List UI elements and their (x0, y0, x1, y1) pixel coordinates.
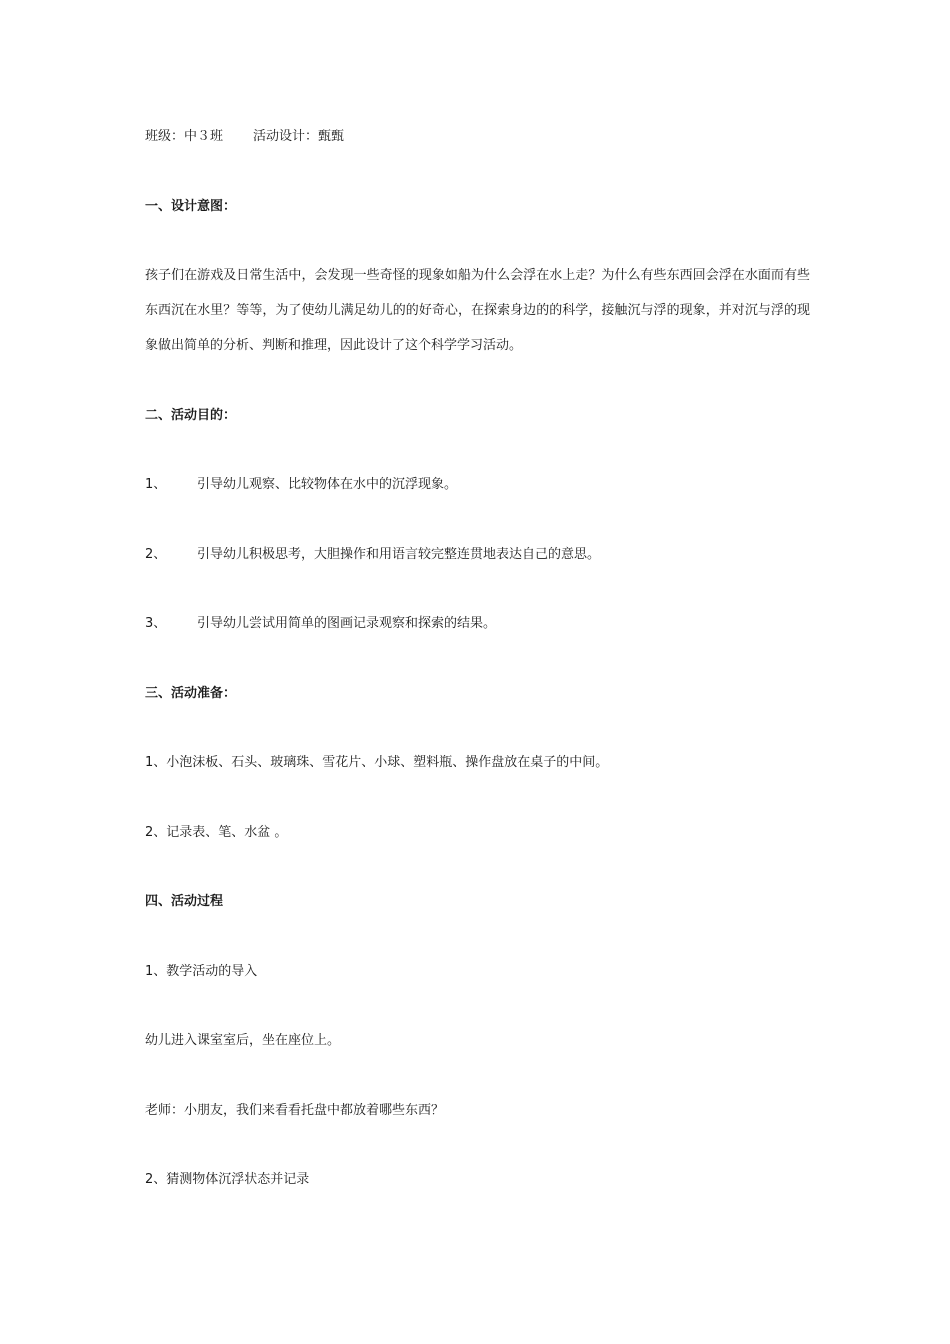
goal-number: 1、 (145, 477, 167, 492)
prep-item: 2、记录表、笔、水盆 。 (145, 825, 288, 840)
goal-number: 2、 (145, 547, 167, 562)
prep-item: 1、小泡沫板、石头、玻璃珠、雪花片、小球、塑料瓶、操作盘放在桌子的中间。 (145, 755, 609, 770)
designer-label: 活动设计：甄甄 (253, 129, 345, 144)
goal-text: 引导幼儿观察、比较物体在水中的沉浮现象。 (197, 477, 458, 492)
header-info (145, 128, 344, 146)
section-title-intent: 一、设计意图： (145, 199, 237, 214)
goal-text: 引导幼儿尝试用简单的图画记录观察和探索的结果。 (197, 616, 497, 631)
goal-item (145, 546, 600, 564)
process-line: 2、猜测物体沉浮状态并记录 (145, 1172, 310, 1187)
class-label: 班级：中３班 (145, 129, 224, 144)
section-title-process: 四、活动过程 (145, 894, 224, 909)
goal-item (145, 476, 457, 494)
goal-number: 3、 (145, 616, 167, 631)
process-line: 幼儿进入课室室后，坐在座位上。 (145, 1033, 341, 1048)
process-line: 1、教学活动的导入 (145, 964, 258, 979)
process-line: 老师：小朋友，我们来看看托盘中都放着哪些东西？ (145, 1103, 445, 1118)
goal-item (145, 615, 496, 633)
goal-text: 引导幼儿积极思考，大胆操作和用语言较完整连贯地表达自己的意思。 (197, 547, 601, 562)
section-title-goals: 二、活动目的： (145, 408, 237, 423)
section-title-prep: 三、活动准备： (145, 686, 237, 701)
intent-paragraph: 孩子们在游戏及日常生活中，会发现一些奇怪的现象如船为什么会浮在水上走？为什么有些东西回会浮在水面而有些东西沉在水里？等等，为了使幼儿满足幼儿的的好奇心，在探索身边的的科学，接触沉与浮的现象，并对沉与浮的现象做出简单的分析、判断和推理，因此设计了这个科学学习活动。 (145, 268, 810, 353)
